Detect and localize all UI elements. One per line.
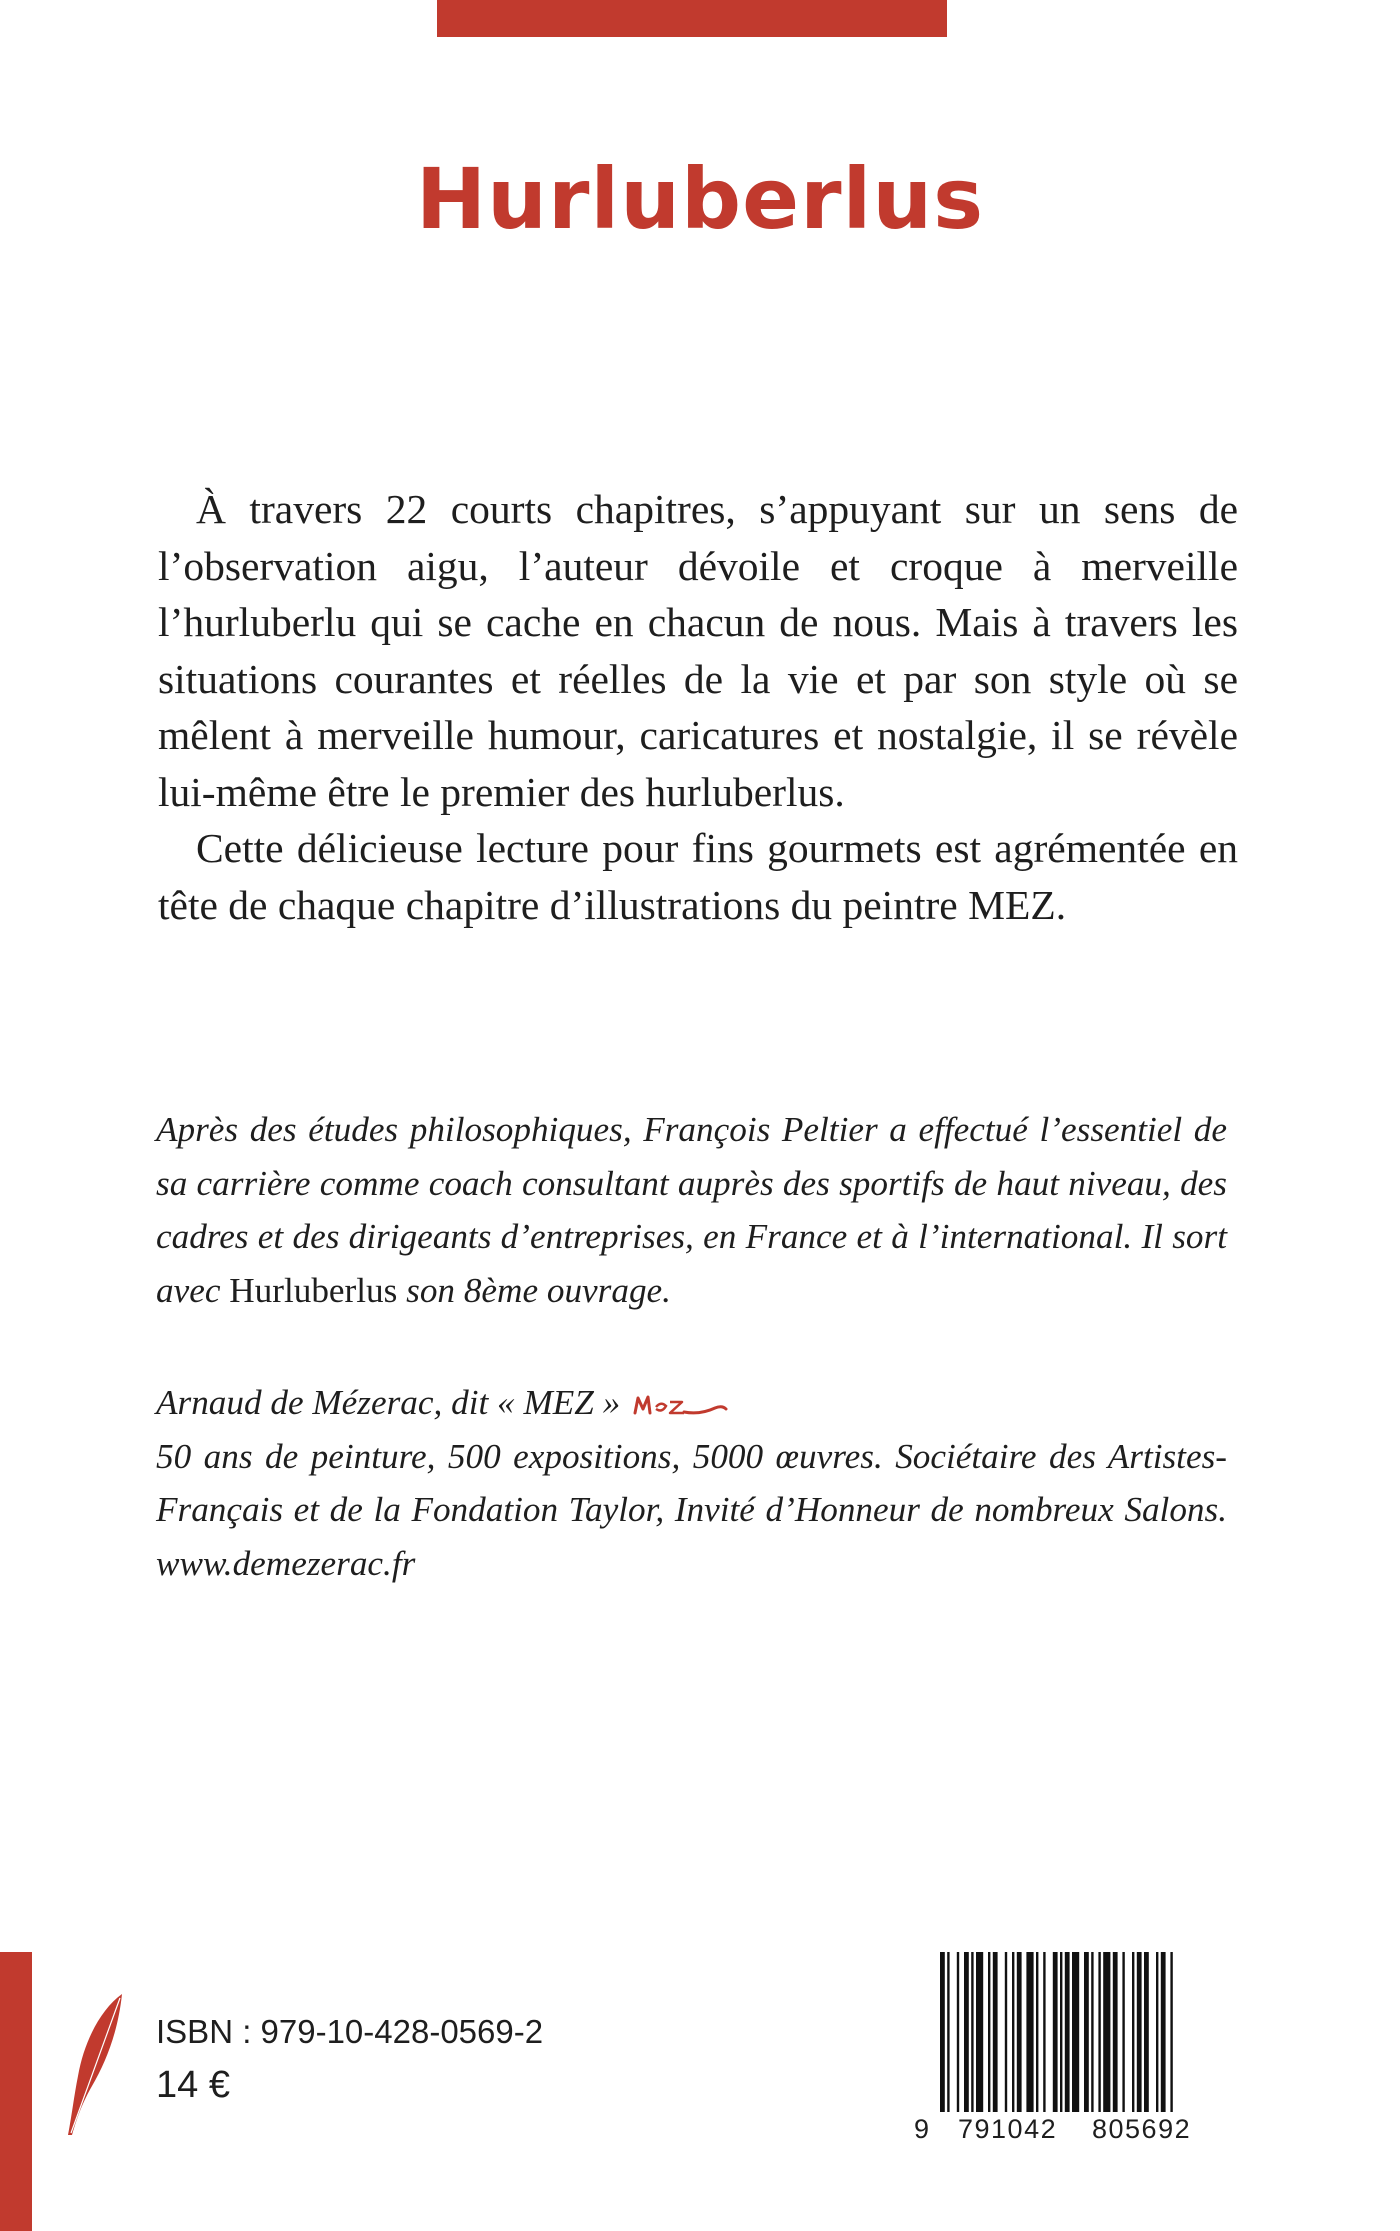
- barcode-bar: [993, 1952, 998, 2112]
- barcode-bar: [1137, 1952, 1142, 2112]
- book-blurb: [158, 481, 1238, 933]
- artist-bio-text: 50 ans de peinture, 500 expositions, 5000 œuvres. Sociétaire des Artistes-Français et de la Fondation Taylor, Invité d’Honneur de nombreux Salons. www.demezerac.fr: [156, 1436, 1227, 1583]
- barcode-bar: [1065, 1952, 1070, 2112]
- barcode-bar: [971, 1952, 973, 2112]
- barcode-bar: [1072, 1952, 1079, 2112]
- barcode-bar: [1098, 1952, 1100, 2112]
- barcode-bar: [1132, 1952, 1134, 2112]
- barcode-bar: [1060, 1952, 1062, 2112]
- book-title: Hurluberlus: [415, 150, 985, 248]
- barcode-bar: [1036, 1952, 1038, 2112]
- isbn-text: ISBN : 979-10-428-0569-2: [156, 2013, 544, 2050]
- author-bio-book-title: Hurluberlus: [229, 1270, 398, 1310]
- price-text: 14 €: [156, 2064, 230, 2106]
- bottom-left-accent-bar: [0, 1952, 32, 2231]
- blurb-paragraph: À travers 22 courts chapitres, s’appuyant sur un sens de l’observation aigu, l’auteur dévoile et croque à merveille l’hurluberlu qui se cache en chacun de nous. Mais à travers les situations courantes et réelles de la vie et par son style où se mêlent à merveille humour, caricatures et nostalgie, il se révèle lui-même être le premier des hurluberlus.: [158, 486, 1238, 815]
- barcode-digit-first: 9: [914, 2114, 931, 2144]
- artist-bio: [156, 1376, 1227, 1590]
- barcode-bar: [1053, 1952, 1058, 2112]
- barcode-digits-right: 805692: [1092, 2114, 1192, 2144]
- barcode-bar: [976, 1952, 983, 2112]
- barcode-bar: [1161, 1952, 1166, 2112]
- barcode-bar: [1026, 1952, 1033, 2112]
- barcode-digits-left: 791042: [958, 2114, 1058, 2144]
- barcode-bar: [1005, 1952, 1007, 2112]
- barcode-bar: [1017, 1952, 1022, 2112]
- barcode-bar: [1103, 1952, 1110, 2112]
- mez-signature-icon: [630, 1391, 730, 1421]
- barcode-bar: [964, 1952, 969, 2112]
- author-bio-text: [156, 1103, 1227, 1317]
- isbn-price-block: [156, 2012, 543, 2108]
- barcode-bar: [1012, 1952, 1014, 2112]
- artist-name-line: [156, 1376, 1227, 1430]
- author-bio-text-after: son 8ème ouvrage.: [397, 1270, 671, 1310]
- artist-name: Arnaud de Mézerac, dit « MEZ »: [156, 1383, 621, 1422]
- barcode-bar: [1091, 1952, 1093, 2112]
- barcode-bar: [988, 1952, 990, 2112]
- barcode-bar: [1043, 1952, 1045, 2112]
- barcode-bar: [940, 1952, 945, 2112]
- blurb-paragraph: Cette délicieuse lecture pour fins gourmets est agrémentée en tête de chaque chapitre d’illustrations du peintre MEZ.: [158, 825, 1238, 928]
- barcode-bar: [1084, 1952, 1089, 2112]
- barcode-bar: [1144, 1952, 1149, 2112]
- barcode-bar: [1170, 1952, 1172, 2112]
- barcode-bar: [1122, 1952, 1124, 2112]
- author-bio-text-before: Après des études philosophiques, François Peltier a effectué l’essentiel de sa carrière comme coach consultant auprès des sportifs de haut niveau, des cadres et des dirigeants d’entreprises, en France et à l’international. Il sort avec: [156, 1110, 1227, 1310]
- feather-icon: [62, 1992, 128, 2137]
- barcode: [936, 1952, 1226, 2130]
- top-accent-bar: [437, 0, 947, 37]
- barcode-bar: [1156, 1952, 1158, 2112]
- barcode-bar: [947, 1952, 949, 2112]
- barcode-bar: [1113, 1952, 1118, 2112]
- barcode-bar: [957, 1952, 959, 2112]
- author-bio: [156, 1103, 1227, 1317]
